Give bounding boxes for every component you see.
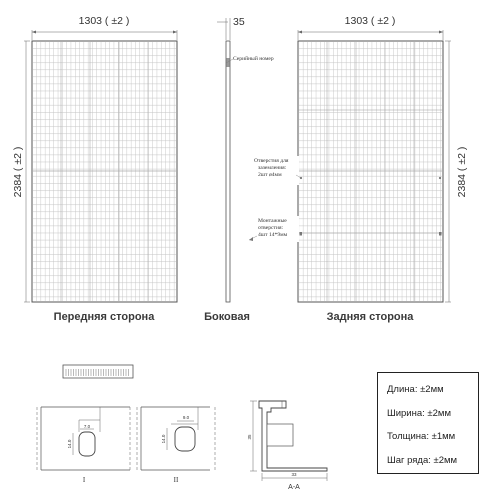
tolerance-length: Длина: ±2мм <box>387 384 444 395</box>
mounting-slot <box>79 432 95 456</box>
detail-2-label: II <box>173 476 179 484</box>
tolerance-width: Ширина: ±2мм <box>387 407 451 419</box>
back-view <box>249 15 468 323</box>
serial-number-label: Серийный номер <box>233 56 274 62</box>
tolerance-thickness: Толщина: ±1мм <box>387 431 456 442</box>
detail-1-width: 7.0 <box>83 424 91 429</box>
grounding-slot <box>175 427 195 451</box>
profile-width-dimension: 33 <box>291 472 297 477</box>
mounting-holes-label: Монтажные отверстия: 4шт 14*9мм <box>258 218 288 238</box>
back-height-dimension: 2384 ( ±2 ) <box>456 146 468 198</box>
front-view <box>12 15 177 323</box>
tolerance-row-pitch: Шаг ряда: ±2мм <box>387 454 458 466</box>
side-panel-outline <box>226 41 230 302</box>
back-cell-grid-horizontal <box>299 42 442 301</box>
front-cell-grid-horizontal <box>33 42 176 301</box>
tolerance-table <box>377 372 479 474</box>
back-width-dimension: 1303 ( ±2 ) <box>344 15 396 27</box>
detail-2-height: 14.0 <box>161 434 166 444</box>
profile-section-label: A-A <box>288 484 300 491</box>
side-thickness-dimension: 35 <box>233 16 245 28</box>
frame-cross-section <box>247 401 327 491</box>
front-view-caption: Передняя сторона <box>53 311 155 323</box>
frame-profile-strip <box>63 365 133 378</box>
detail-1-label: I <box>82 476 86 484</box>
front-width-dimension: 1303 ( ±2 ) <box>78 15 130 27</box>
grounding-hole <box>439 177 441 179</box>
front-height-dimension: 2384 ( ±2 ) <box>12 146 24 198</box>
detail-1-height: 14.0 <box>67 439 72 449</box>
detail-1 <box>37 407 130 484</box>
grounding-holes-label: Отверстия для заземления: 2шт ø4мм <box>254 158 289 178</box>
detail-2 <box>137 407 215 484</box>
side-view-caption: Боковая <box>204 311 250 323</box>
back-view-caption: Задняя сторона <box>326 311 414 323</box>
profile-height-dimension: 35 <box>247 434 252 440</box>
mounting-hole <box>300 232 303 236</box>
detail-2-width: 9.0 <box>182 415 190 420</box>
mounting-hole <box>439 232 442 236</box>
